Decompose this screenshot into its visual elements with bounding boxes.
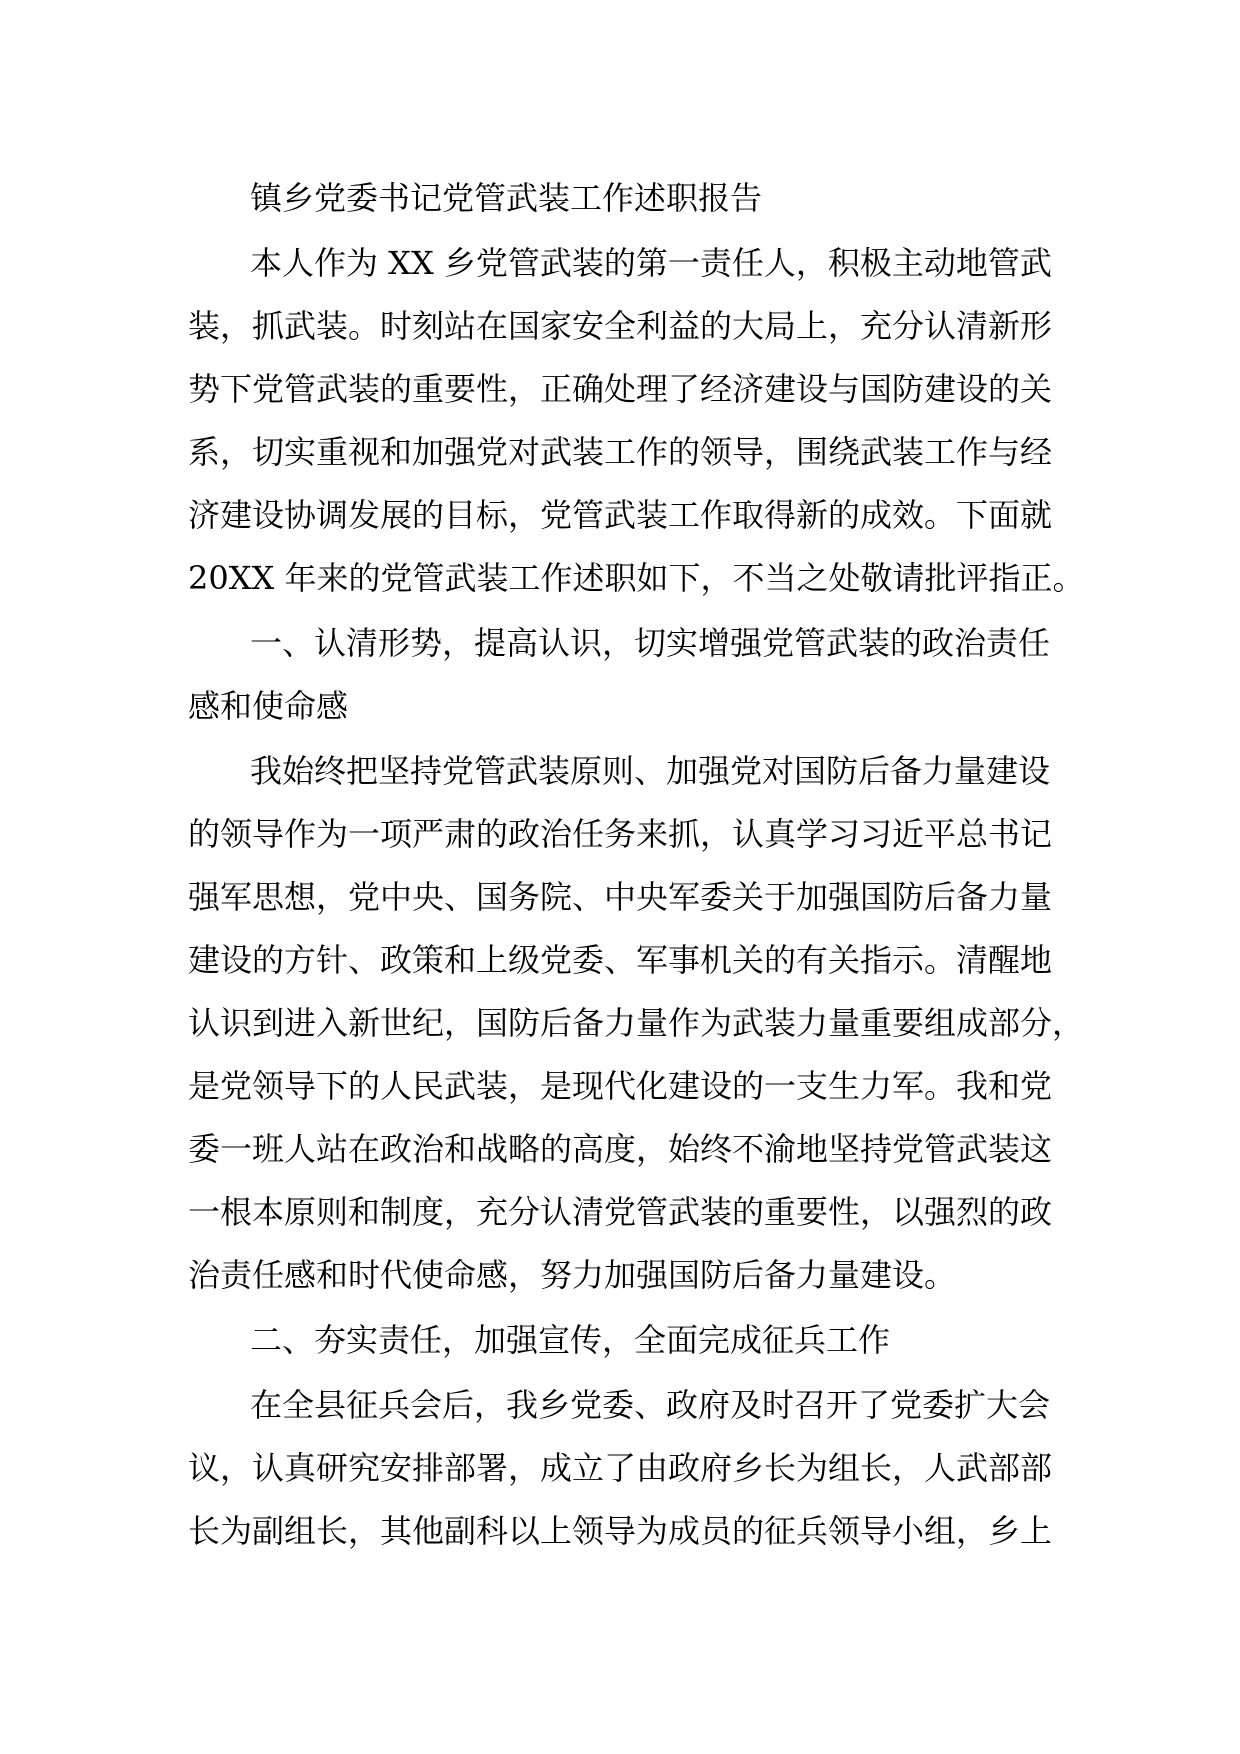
section-heading-line: 二、夯实责任，加强宣传，全面完成征兵工作 bbox=[250, 1321, 891, 1359]
paragraph-line: 势下党管武装的重要性，正确处理了经济建设与国防建设的关 bbox=[188, 370, 1053, 408]
paragraph-line: 一根本原则和制度，充分认清党管武装的重要性，以强烈的政 bbox=[188, 1193, 1053, 1231]
section-heading-line: 感和使命感 bbox=[188, 687, 349, 725]
paragraph-line: 委一班人站在政治和战略的高度，始终不渝地坚持党管武装这 bbox=[188, 1130, 1053, 1168]
paragraph-line: 议，认真研究安排部署，成立了由政府乡长为组长，人武部部 bbox=[188, 1449, 1053, 1487]
paragraph-line: 治责任感和时代使命感，努力加强国防后备力量建设。 bbox=[188, 1256, 957, 1294]
paragraph-line: 的领导作为一项严肃的政治任务来抓，认真学习习近平总书记 bbox=[188, 815, 1053, 853]
paragraph-line: 认识到进入新世纪，国防后备力量作为武装力量重要组成部分， bbox=[188, 1004, 1085, 1042]
document-title: 镇乡党委书记党管武装工作述职报告 bbox=[250, 179, 763, 217]
paragraph-line: 本人作为 XX 乡党管武装的第一责任人，积极主动地管武 bbox=[250, 244, 1052, 282]
paragraph-line: 装，抓武装。时刻站在国家安全利益的大局上，充分认清新形 bbox=[188, 307, 1053, 345]
paragraph-line: 建设的方针、政策和上级党委、军事机关的有关指示。清醒地 bbox=[188, 941, 1053, 979]
paragraph-line: 长为副组长，其他副科以上领导为成员的征兵领导小组，乡上 bbox=[188, 1512, 1053, 1550]
section-heading-line: 一、认清形势，提高认识，切实增强党管武装的政治责任 bbox=[250, 624, 1051, 662]
paragraph-line: 是党领导下的人民武装，是现代化建设的一支生力军。我和党 bbox=[188, 1067, 1053, 1105]
paragraph-line: 20XX 年来的党管武装工作述职如下，不当之处敬请批评指正。 bbox=[188, 559, 1085, 597]
paragraph-line: 我始终把坚持党管武装原则、加强党对国防后备力量建设 bbox=[250, 752, 1051, 790]
paragraph-line: 济建设协调发展的目标，党管武装工作取得新的成效。下面就 bbox=[188, 496, 1053, 534]
paragraph-line: 系，切实重视和加强党对武装工作的领导，围绕武装工作与经 bbox=[188, 433, 1053, 471]
paragraph-line: 在全县征兵会后，我乡党委、政府及时召开了党委扩大会 bbox=[250, 1386, 1051, 1424]
paragraph-line: 强军思想，党中央、国务院、中央军委关于加强国防后备力量 bbox=[188, 878, 1053, 916]
